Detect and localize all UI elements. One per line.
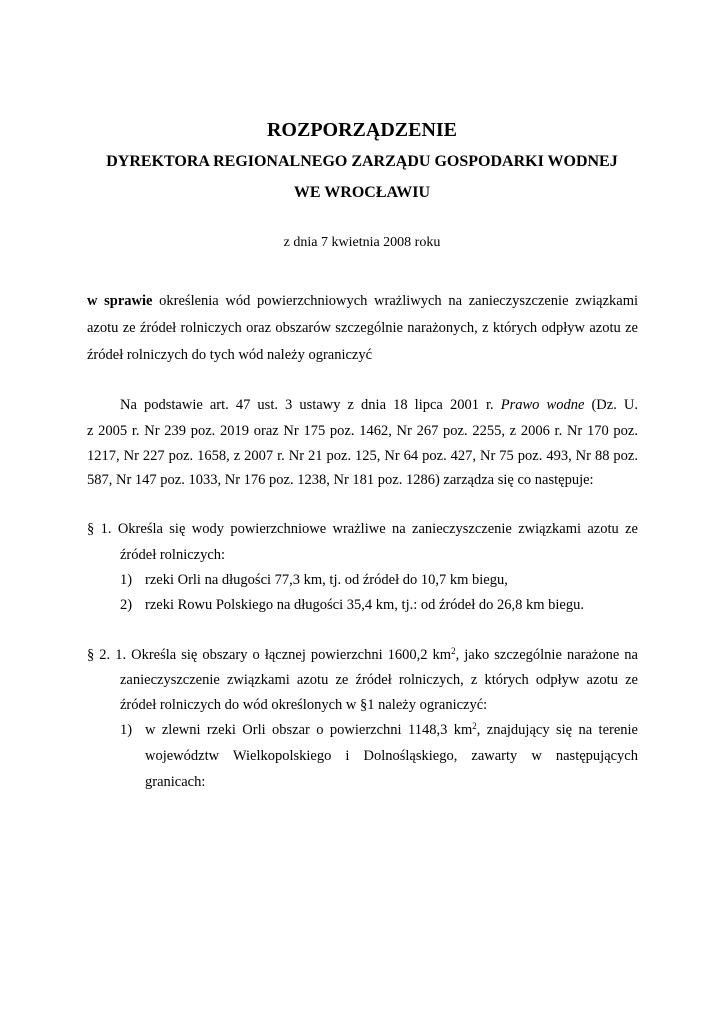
par2-line-1-a: § 2. 1. Określa się obszary o łącznej powierzchni 1600,2 km <box>87 647 452 663</box>
par1-item-2-number: 2) <box>120 597 133 613</box>
basis-line-1-a: Na podstawie art. 47 ust. 3 ustawy z dnia 18 lipca 2001 r. <box>120 397 501 413</box>
par2-item-1-number: 1) <box>120 722 133 738</box>
par1-line-1: § 1. Określa się wody powierzchniowe wrażliwe na zanieczyszczenie związkami azotu ze <box>87 521 638 537</box>
subject-line-2: azotu ze źródeł rolniczych oraz obszarów szczególnie narażonych, z których odpływ azotu ze <box>87 320 638 336</box>
par2-item-1-unit-superscript: 2 <box>472 721 477 731</box>
par1-line-2: źródeł rolniczych: <box>120 547 226 563</box>
basis-line-1 <box>120 395 638 415</box>
subject-line-1-rest: określenia wód powierzchniowych wrażliwych na zanieczyszczenie związkami <box>152 293 638 309</box>
par1-item-2-text: rzeki Rowu Polskiego na długości 35,4 km, tj.: od źródeł do 26,8 km biegu. <box>145 597 584 613</box>
subject-line-3: źródeł rolniczych do tych wód należy ograniczyć <box>87 347 373 363</box>
par2-item-1-line-1-b: , znajdujący się na terenie <box>476 722 638 738</box>
par2-line-1-b: , jako szczególnie narażone na <box>455 647 638 663</box>
issuer-line-2: WE WROCŁAWIU <box>293 184 431 201</box>
par2-area-unit-superscript: 2 <box>451 646 456 656</box>
subject-lead: w sprawie <box>87 293 153 309</box>
par2-item-1-line-1 <box>145 720 638 740</box>
par2-line-1 <box>87 645 638 665</box>
basis-line-4: 587, Nr 147 poz. 1033, Nr 176 poz. 1238, Nr 181 poz. 1286) zarządza się co następuje: <box>87 472 594 488</box>
subject-line-1 <box>87 291 638 311</box>
par2-item-1-line-1-a: w zlewni rzeki Orli obszar o powierzchni 1148,3 km <box>145 722 473 738</box>
par2-item-1-line-3: granicach: <box>145 774 206 790</box>
document-date: z dnia 7 kwietnia 2008 roku <box>283 235 441 250</box>
basis-line-3: 1217, Nr 227 poz. 1658, z 2007 r. Nr 21 poz. 125, Nr 64 poz. 427, Nr 75 poz. 493, Nr 88 poz. <box>87 448 638 464</box>
par1-item-1-number: 1) <box>120 572 133 588</box>
par2-line-3: źródeł rolniczych do wód określonych w §1 należy ograniczyć: <box>120 697 488 713</box>
par2-line-2: zanieczyszczenie związkami azotu ze źródeł rolniczych, z których odpływ azotu ze <box>120 672 638 688</box>
document-title: ROZPORZĄDZENIE <box>266 119 458 141</box>
basis-line-1-b: (Dz. U. <box>584 397 638 413</box>
par2-item-1-line-2: województw Wielkopolskiego i Dolnośląskiego, zawarty w następujących <box>145 748 638 764</box>
par1-item-1-text: rzeki Orli na długości 77,3 km, tj. od źródeł do 10,7 km biegu, <box>145 572 508 588</box>
basis-line-2: z 2005 r. Nr 239 poz. 2019 oraz Nr 175 poz. 1462, Nr 267 poz. 2255, z 2006 r. Nr 170 poz. <box>87 423 638 439</box>
basis-act-name: Prawo wodne <box>500 397 585 413</box>
issuer-line-1: DYREKTORA REGIONALNEGO ZARZĄDU GOSPODARKI WODNEJ <box>106 153 618 170</box>
